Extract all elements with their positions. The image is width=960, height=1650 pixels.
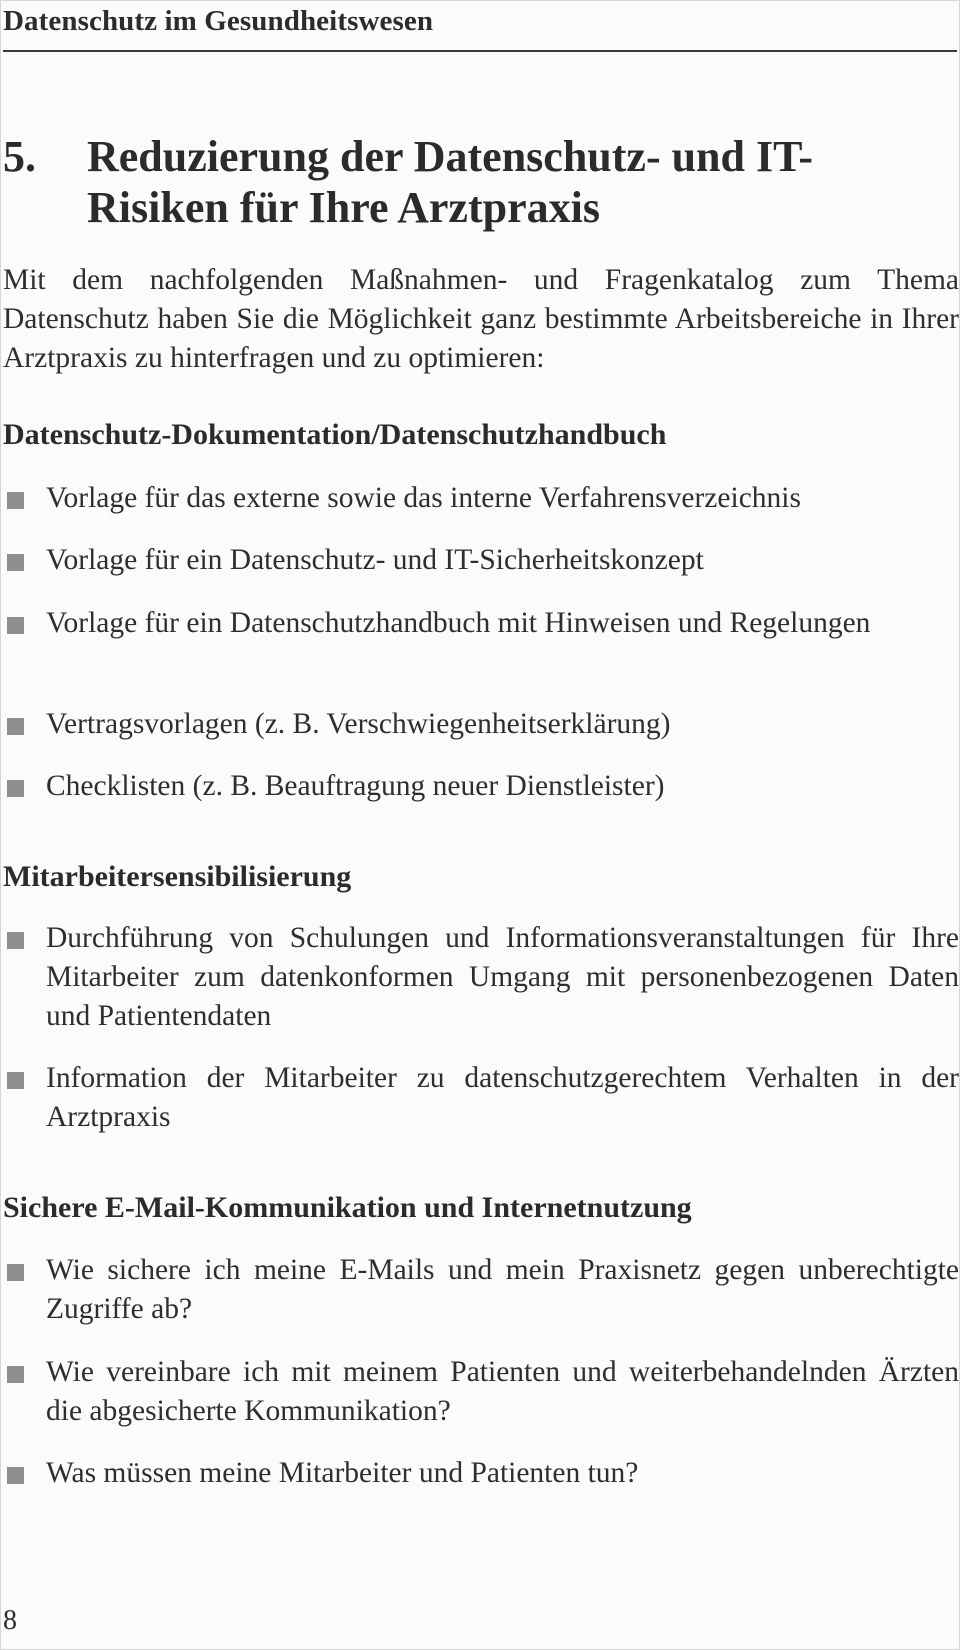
list-item-text: Vorlage für ein Datenschutzhandbuch mit Hinweisen und Regelungen (46, 607, 871, 639)
list-item (3, 1251, 959, 1329)
running-header (3, 1, 957, 52)
section-heading-staff-awareness: Mitarbeitersensibilisierung (3, 860, 352, 893)
list-item (3, 919, 959, 1036)
list-item (3, 1059, 959, 1137)
list-item (3, 1454, 959, 1493)
list-item-text: Was müssen meine Mitarbeiter und Patienten tun? (46, 1457, 639, 1489)
list-item (3, 705, 959, 744)
chapter-title-line-1: Reduzierung der Datenschutz- und IT- (87, 132, 814, 181)
list-item-text: Information der Mitarbeiter zu datenschutzgerechtem Verhalten in der Arztpraxis (46, 1062, 959, 1133)
square-bullet-icon (7, 1264, 24, 1281)
list-item (3, 604, 959, 643)
running-header-title: Datenschutz im Gesundheitswesen (3, 5, 434, 37)
square-bullet-icon (7, 617, 24, 634)
square-bullet-icon (7, 1366, 24, 1383)
square-bullet-icon (7, 492, 24, 509)
list-item-text: Vorlage für ein Datenschutz- und IT-Sicherheitskonzept (46, 544, 704, 576)
list-item-text: Vertragsvorlagen (z. B. Verschwiegenheitserklärung) (46, 708, 671, 740)
list-item (3, 1353, 959, 1431)
chapter-number: 5. (3, 132, 36, 181)
square-bullet-icon (7, 780, 24, 797)
intro-paragraph: Mit dem nachfolgenden Maßnahmen- und Fragenkatalog zum Thema Datenschutz haben Sie die Möglichkeit ganz bestimmte Arbeitsbereiche in Ihrer Arztpraxis zu hinterfragen und zu optimieren: (3, 264, 959, 374)
list-item-text: Durchführung von Schulungen und Informationsveranstaltungen für Ihre Mitarbeiter zum datenkonformen Umgang mit personenbezogenen Daten und Patientendaten (46, 922, 959, 1032)
list-item (3, 479, 959, 518)
list-item-text: Wie sichere ich meine E-Mails und mein Praxisnetz gegen unberechtigte Zugriffe ab? (46, 1254, 959, 1325)
square-bullet-icon (7, 1072, 24, 1089)
list-item-text: Vorlage für das externe sowie das interne Verfahrensverzeichnis (46, 482, 801, 514)
square-bullet-icon (7, 932, 24, 949)
square-bullet-icon (7, 554, 24, 571)
chapter-title-line-2: Risiken für Ihre Arztpraxis (87, 183, 600, 232)
list-item-text: Wie vereinbare ich mit meinem Patienten und weiterbehandelnden Ärzten die abgesicherte Kommunikation? (46, 1356, 959, 1427)
list-item-text: Checklisten (z. B. Beauftragung neuer Dienstleister) (46, 770, 665, 802)
section-heading-documentation: Datenschutz-Dokumentation/Datenschutzhandbuch (3, 418, 667, 451)
section-heading-email-internet: Sichere E-Mail-Kommunikation und Internetnutzung (3, 1191, 692, 1224)
list-item (3, 767, 959, 806)
page-number: 8 (3, 1605, 17, 1636)
chapter-title (87, 131, 847, 233)
square-bullet-icon (7, 718, 24, 735)
list-item (3, 541, 959, 580)
square-bullet-icon (7, 1467, 24, 1484)
